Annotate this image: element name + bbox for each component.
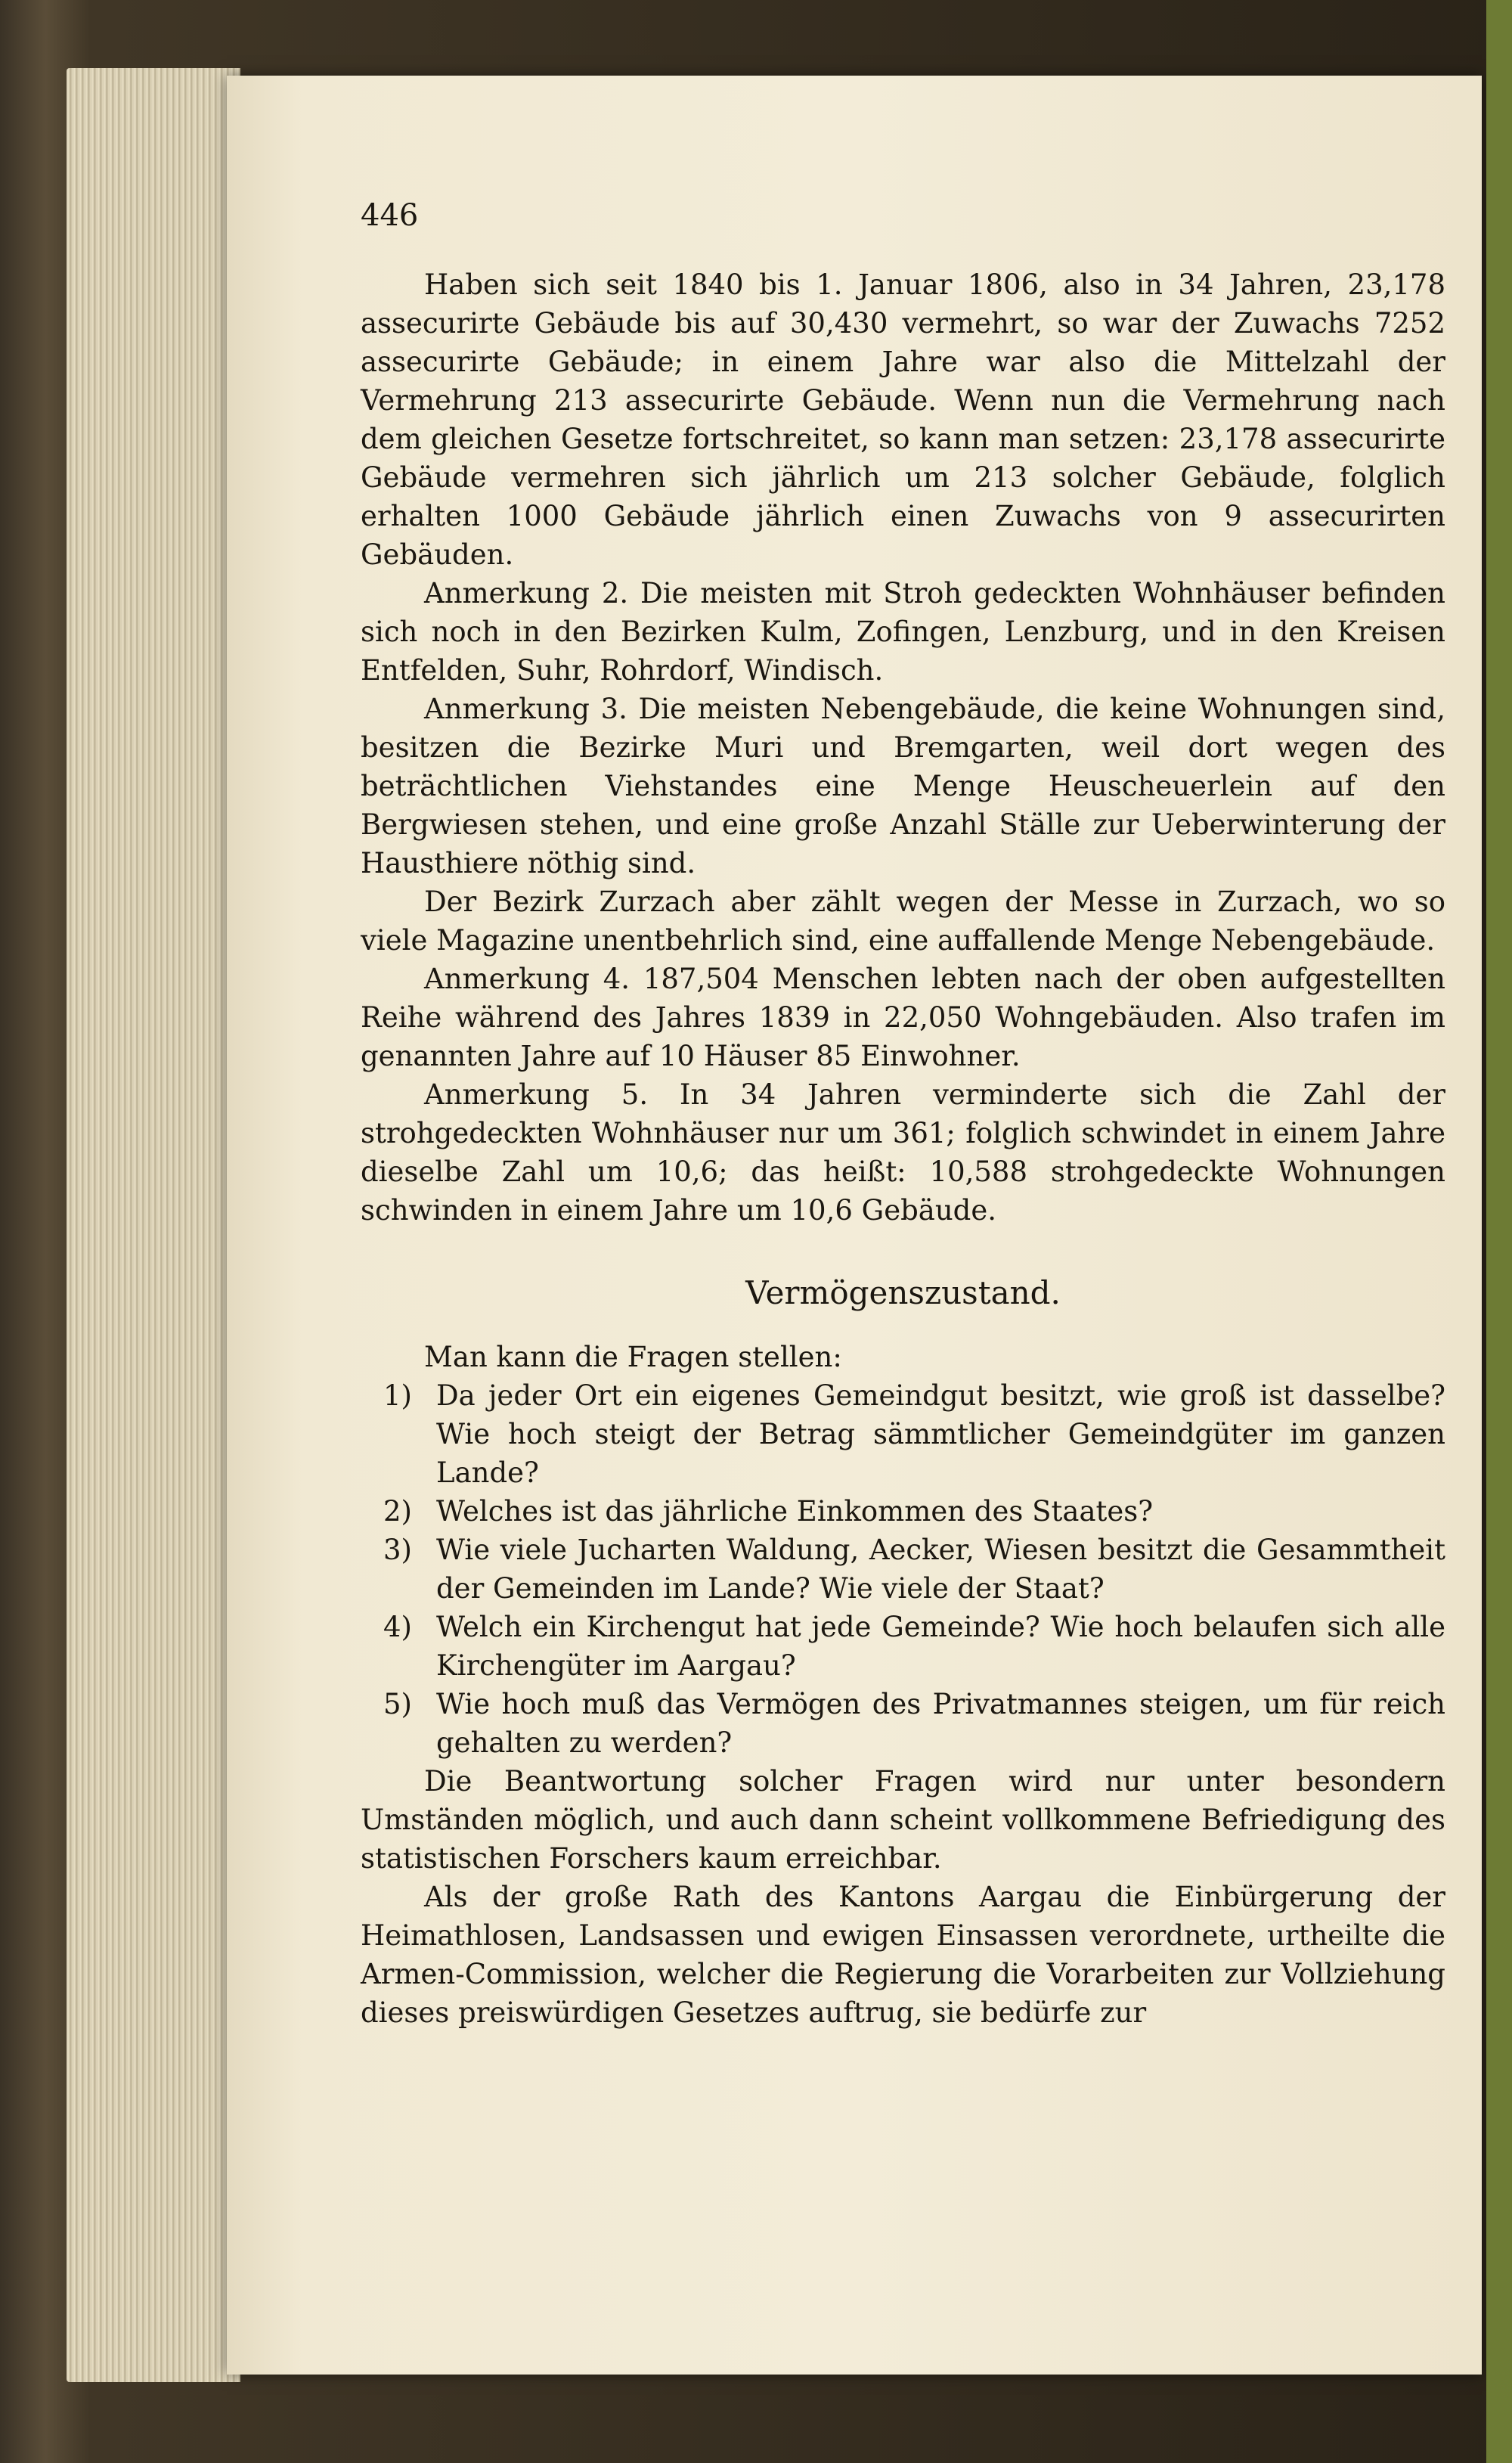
page-number: 446	[361, 198, 419, 233]
question-list	[361, 1376, 1445, 1762]
list-item-text: Welch ein Kirchengut hat jede Gemeinde? Wie hoch belaufen sich alle Kirchengüter im Aargau?	[436, 1611, 1445, 1682]
page-text	[361, 197, 1445, 2032]
list-item	[361, 1376, 1445, 1492]
paragraph: Der Bezirk Zurzach aber zählt wegen der Messe in Zurzach, wo so viele Magazine unentbehrlich sind, eine auffallende Menge Nebengebäude.	[361, 886, 1445, 957]
list-number: 3)	[383, 1534, 412, 1566]
list-number: 4)	[383, 1611, 412, 1643]
paragraph: Anmerkung 5. In 34 Jahren verminderte sich die Zahl der strohgedeckten Wohnhäuser nur um 361; folglich schwindet in einem Jahre dieselbe Zahl um 10,6; das heißt: 10,588 strohgedeckte Wohnungen schwinden in einem Jahre um 10,6 Gebäude.	[361, 1078, 1445, 1227]
paragraph: Haben sich seit 1840 bis 1. Januar 1806, also in 34 Jahren, 23,178 assecurirte Gebäude bis auf 30,430 vermehrt, so war der Zuwachs 7252 assecurirte Gebäude; in einem Jahre war also die Mittelzahl der Vermehrung 213 assecurirte Gebäude. Wenn nun die Vermehrung nach dem gleichen Gesetze fortschreitet, so kann man setzen: 23,178 assecurirte Gebäude vermehren sich jährlich um 213 solcher Gebäude, folglich erhalten 1000 Gebäude jährlich einen Zuwachs von 9 assecurirten Gebäuden.	[361, 268, 1445, 571]
list-number: 5)	[383, 1688, 412, 1720]
page-edges	[67, 68, 240, 2382]
paragraph: Anmerkung 3. Die meisten Nebengebäude, die keine Wohnungen sind, besitzen die Bezirke Muri und Bremgarten, weil dort wegen des beträchtlichen Viehstandes eine Menge Heuscheuerlein auf den Bergwiesen stehen, und eine große Anzahl Ställe zur Ueberwinterung der Hausthiere nöthig sind.	[361, 693, 1445, 879]
list-number: 2)	[383, 1495, 412, 1528]
list-item	[361, 1608, 1445, 1685]
section-heading: Vermögenszustand.	[745, 1274, 1061, 1311]
list-item-text: Welches ist das jährliche Einkommen des Staates?	[436, 1495, 1154, 1528]
paragraph: Anmerkung 2. Die meisten mit Stroh gedeckten Wohnhäuser befinden sich noch in den Bezirken Kulm, Zofingen, Lenzburg, und in den Kreisen Entfelden, Suhr, Rohrdorf, Windisch.	[361, 577, 1445, 687]
list-item	[361, 1531, 1445, 1608]
book-cover-edge	[1486, 0, 1512, 2463]
list-item	[361, 1492, 1445, 1531]
list-item	[361, 1685, 1445, 1762]
list-number: 1)	[383, 1379, 412, 1412]
list-item-text: Wie hoch muß das Vermögen des Privatmannes steigen, um für reich gehalten zu werden?	[436, 1688, 1445, 1759]
list-item-text: Da jeder Ort ein eigenes Gemeindgut besitzt, wie groß ist dasselbe? Wie hoch steigt der Betrag sämmtlicher Gemeindgüter im ganzen Lande?	[436, 1379, 1445, 1489]
paragraph: Anmerkung 4. 187,504 Menschen lebten nach der oben aufgestellten Reihe während des Jahres 1839 in 22,050 Wohngebäuden. Also trafen im genannten Jahre auf 10 Häuser 85 Einwohner.	[361, 963, 1445, 1072]
paragraph: Als der große Rath des Kantons Aargau die Einbürgerung der Heimathlosen, Landsassen und ewigen Einsassen verordnete, urtheilte die Armen-Commission, welcher die Regierung die Vorarbeiten zur Vollziehung dieses preiswürdigen Gesetzes auftrug, sie bedürfe zur	[361, 1881, 1445, 2029]
paragraph: Die Beantwortung solcher Fragen wird nur unter besondern Umständen möglich, und auch dann scheint vollkommene Befriedigung des statistischen Forschers kaum erreichbar.	[361, 1765, 1445, 1875]
paragraph: Man kann die Fragen stellen:	[424, 1341, 842, 1373]
list-item-text: Wie viele Jucharten Waldung, Aecker, Wiesen besitzt die Gesammtheit der Gemeinden im Lande? Wie viele der Staat?	[436, 1534, 1445, 1605]
